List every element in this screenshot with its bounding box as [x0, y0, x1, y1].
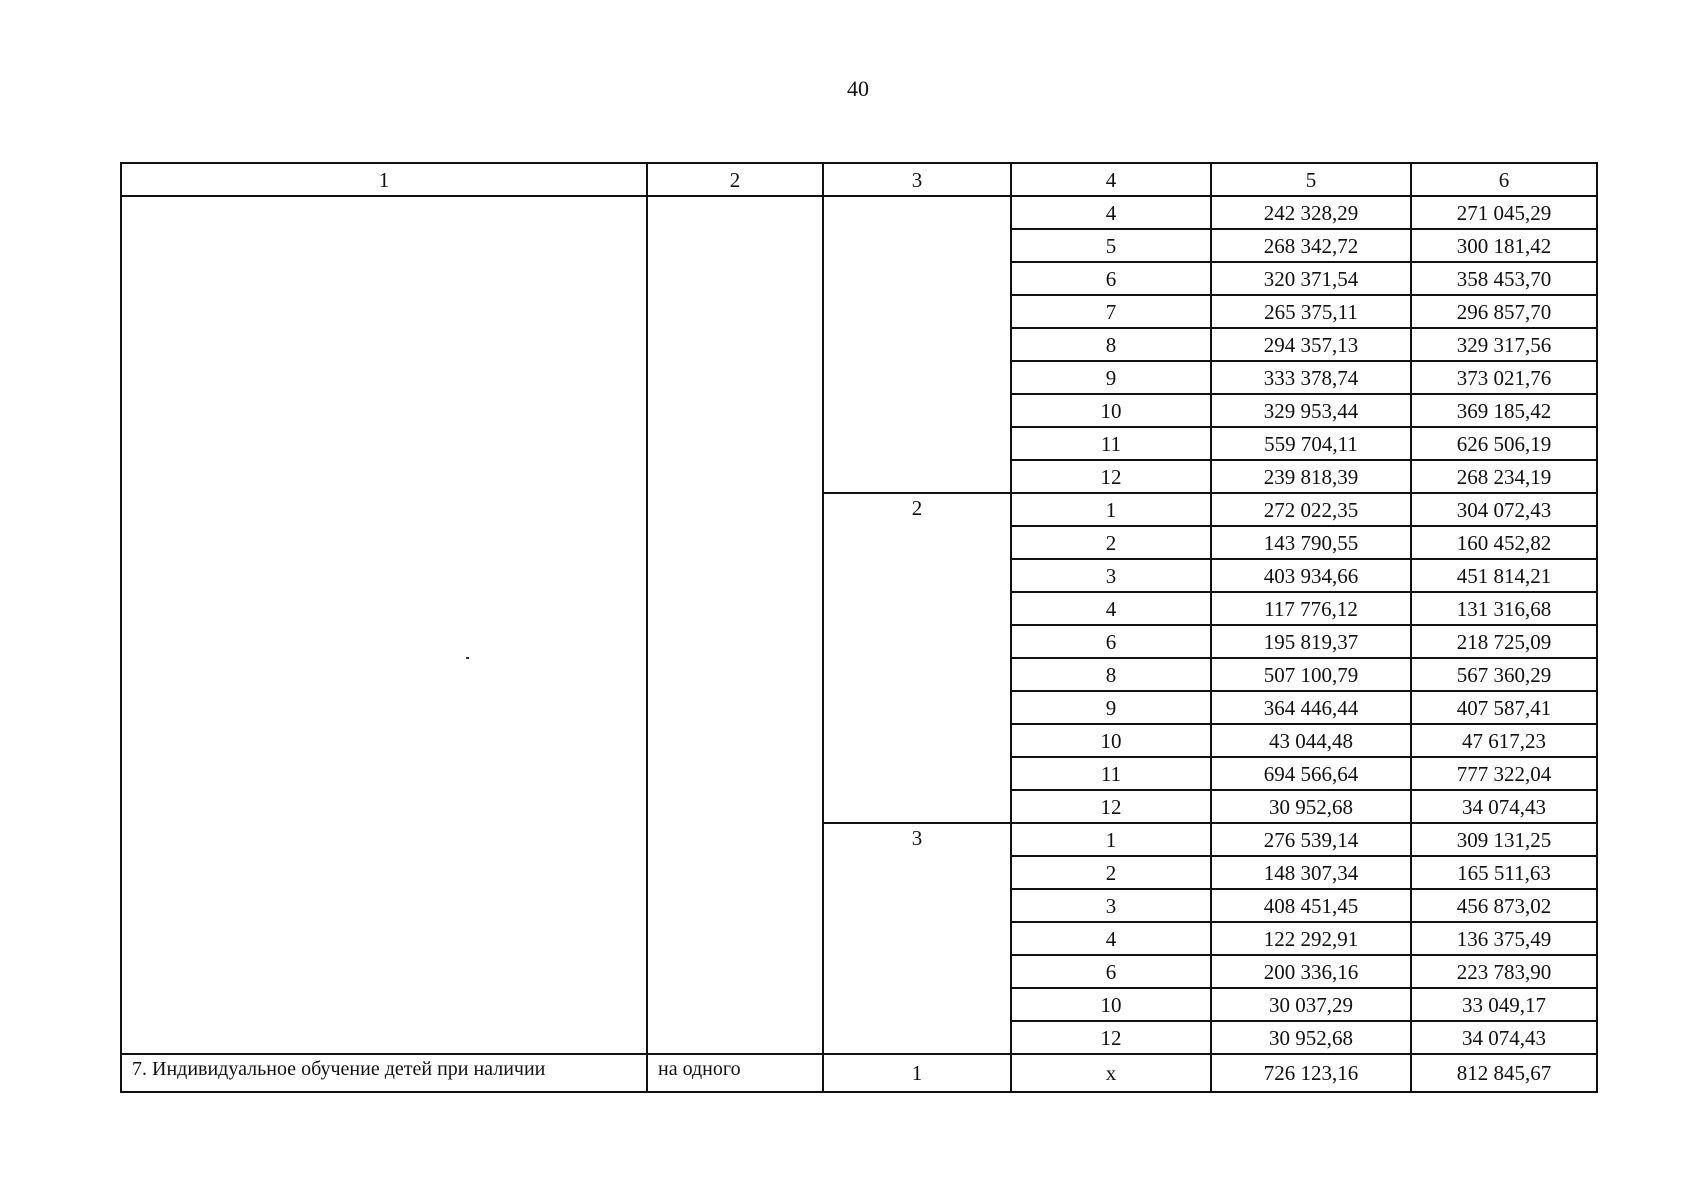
- page-number: 40: [847, 76, 869, 101]
- cell-c4: 5: [1011, 229, 1211, 262]
- cell-c4: 12: [1011, 1021, 1211, 1054]
- cell-c6: 777 322,04: [1411, 757, 1597, 790]
- cell-c6: 33 049,17: [1411, 988, 1597, 1021]
- cell-c6: 136 375,49: [1411, 922, 1597, 955]
- last-row-cell-c3: 1: [823, 1054, 1011, 1092]
- group-cell-col3: 3: [823, 823, 1011, 1054]
- header-cell-1: 1: [121, 163, 647, 196]
- cell-c4: 8: [1011, 328, 1211, 361]
- cell-c6: 268 234,19: [1411, 460, 1597, 493]
- cell-c4: 11: [1011, 427, 1211, 460]
- cell-c6: 34 074,43: [1411, 1021, 1597, 1054]
- cell-c5: 268 342,72: [1211, 229, 1411, 262]
- cell-c6: 304 072,43: [1411, 493, 1597, 526]
- last-row-cell-c6: 812 845,67: [1411, 1054, 1597, 1092]
- cell-c6: 165 511,63: [1411, 856, 1597, 889]
- cell-c5: 30 952,68: [1211, 790, 1411, 823]
- cell-c4: 4: [1011, 592, 1211, 625]
- cell-c4: 6: [1011, 955, 1211, 988]
- cell-c4: 12: [1011, 790, 1211, 823]
- cell-c5: 122 292,91: [1211, 922, 1411, 955]
- cell-c4: 4: [1011, 196, 1211, 229]
- cell-c5: 329 953,44: [1211, 394, 1411, 427]
- cell-c4: 1: [1011, 493, 1211, 526]
- cell-c6: 329 317,56: [1411, 328, 1597, 361]
- cell-c5: 117 776,12: [1211, 592, 1411, 625]
- cell-c5: 294 357,13: [1211, 328, 1411, 361]
- table-body: [121, 163, 1597, 1092]
- cell-c5: 320 371,54: [1211, 262, 1411, 295]
- cell-c4: 2: [1011, 856, 1211, 889]
- cell-c5: 507 100,79: [1211, 658, 1411, 691]
- cell-c4: 3: [1011, 889, 1211, 922]
- col-2-merged-cell: [647, 196, 823, 1054]
- cell-c6: 160 452,82: [1411, 526, 1597, 559]
- last-row-cell-c5: 726 123,16: [1211, 1054, 1411, 1092]
- cell-c4: 6: [1011, 625, 1211, 658]
- last-row-cell-c2: на одного: [647, 1054, 823, 1092]
- cell-c6: 34 074,43: [1411, 790, 1597, 823]
- table-row-item-7: [121, 1054, 1597, 1092]
- group-cell-col3: [823, 196, 1011, 493]
- cell-c5: 195 819,37: [1211, 625, 1411, 658]
- header-cell-5: 5: [1211, 163, 1411, 196]
- cell-c5: 200 336,16: [1211, 955, 1411, 988]
- col-1-merged-cell: [121, 196, 647, 1054]
- cell-c6: 456 873,02: [1411, 889, 1597, 922]
- cell-c4: 4: [1011, 922, 1211, 955]
- cell-c5: 559 704,11: [1211, 427, 1411, 460]
- cell-c4: 8: [1011, 658, 1211, 691]
- cell-c6: 567 360,29: [1411, 658, 1597, 691]
- header-cell-3: 3: [823, 163, 1011, 196]
- cell-c4: 3: [1011, 559, 1211, 592]
- cell-c4: 10: [1011, 724, 1211, 757]
- cell-c6: 271 045,29: [1411, 196, 1597, 229]
- cell-c4: 9: [1011, 691, 1211, 724]
- cell-c5: 239 818,39: [1211, 460, 1411, 493]
- cell-c5: 403 934,66: [1211, 559, 1411, 592]
- cell-c4: 10: [1011, 988, 1211, 1021]
- cell-c4: 1: [1011, 823, 1211, 856]
- cell-c4: 7: [1011, 295, 1211, 328]
- cell-c4: 6: [1011, 262, 1211, 295]
- cost-table: [120, 162, 1598, 1093]
- cell-c6: 309 131,25: [1411, 823, 1597, 856]
- cell-c5: 272 022,35: [1211, 493, 1411, 526]
- cell-c5: 148 307,34: [1211, 856, 1411, 889]
- cell-c5: 694 566,64: [1211, 757, 1411, 790]
- cell-c6: 131 316,68: [1411, 592, 1597, 625]
- cell-c6: 626 506,19: [1411, 427, 1597, 460]
- cell-c5: 364 446,44: [1211, 691, 1411, 724]
- cell-c6: 300 181,42: [1411, 229, 1597, 262]
- cell-c5: 276 539,14: [1211, 823, 1411, 856]
- cell-c6: 369 185,42: [1411, 394, 1597, 427]
- header-cell-4: 4: [1011, 163, 1211, 196]
- cell-c4: 2: [1011, 526, 1211, 559]
- cell-c6: 373 021,76: [1411, 361, 1597, 394]
- cell-c4: 11: [1011, 757, 1211, 790]
- cell-c4: 10: [1011, 394, 1211, 427]
- cell-c4: 9: [1011, 361, 1211, 394]
- cell-c6: 358 453,70: [1411, 262, 1597, 295]
- header-cell-2: 2: [647, 163, 823, 196]
- header-cell-6: 6: [1411, 163, 1597, 196]
- cell-c5: 143 790,55: [1211, 526, 1411, 559]
- last-row-cell-c1: 7. Индивидуальное обучение детей при наличии: [121, 1054, 647, 1092]
- cell-c4: 12: [1011, 460, 1211, 493]
- group-cell-col3: 2: [823, 493, 1011, 823]
- header-row: [121, 163, 1597, 196]
- cell-c6: 296 857,70: [1411, 295, 1597, 328]
- scan-speck: [466, 657, 469, 659]
- cell-c6: 47 617,23: [1411, 724, 1597, 757]
- cell-c5: 408 451,45: [1211, 889, 1411, 922]
- cell-c5: 30 952,68: [1211, 1021, 1411, 1054]
- last-row-cell-c4: х: [1011, 1054, 1211, 1092]
- cell-c5: 30 037,29: [1211, 988, 1411, 1021]
- cell-c6: 451 814,21: [1411, 559, 1597, 592]
- cell-c5: 265 375,11: [1211, 295, 1411, 328]
- cell-c6: 218 725,09: [1411, 625, 1597, 658]
- cell-c6: 223 783,90: [1411, 955, 1597, 988]
- table-row: [121, 196, 1597, 229]
- cell-c5: 43 044,48: [1211, 724, 1411, 757]
- cell-c6: 407 587,41: [1411, 691, 1597, 724]
- cell-c5: 333 378,74: [1211, 361, 1411, 394]
- cell-c5: 242 328,29: [1211, 196, 1411, 229]
